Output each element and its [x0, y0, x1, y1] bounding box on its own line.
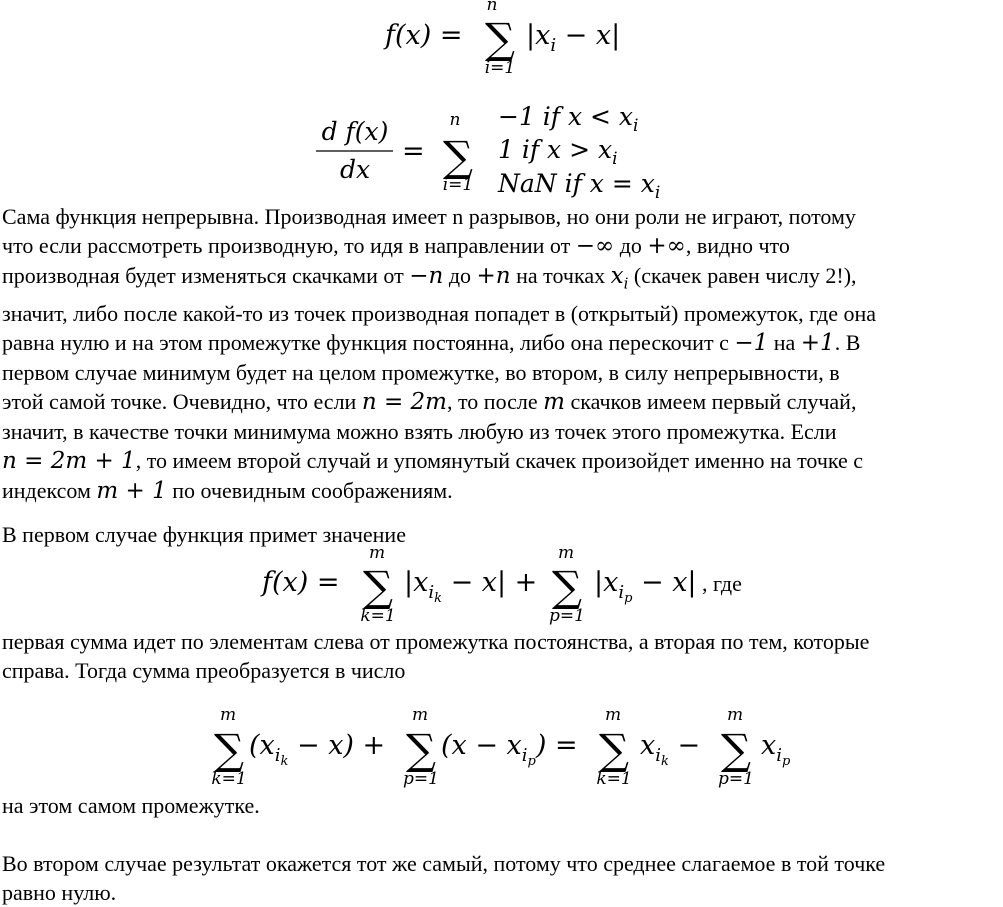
- text-run: . В: [834, 329, 861, 355]
- eq3-sum-sign-1: ∑: [363, 562, 393, 611]
- eq4-lower-limit-1: k=1: [211, 769, 247, 789]
- text-run: до: [614, 233, 648, 258]
- eq4-upper-limit-1: m: [219, 705, 237, 725]
- paragraph-second-case: [2, 849, 1002, 907]
- paragraph-line: равно нулю.: [2, 880, 117, 905]
- eq2-upper-limit: n: [449, 110, 461, 130]
- inline-math: −∞: [575, 233, 615, 259]
- eq4-sum-sign-4: ∑: [721, 725, 751, 774]
- eq2-case-1: −1 if $x < x_i$: [498, 102, 639, 136]
- eq3-sum-sign-2: ∑: [552, 562, 582, 611]
- paragraph-line: [2, 231, 1002, 261]
- eq4-term-4: $x_ip$: [761, 730, 791, 769]
- paragraph-sum-description: [2, 627, 1002, 685]
- paragraph-line: [2, 417, 1002, 446]
- inline-math: m + 1: [96, 477, 167, 504]
- eq2-equals: =: [402, 136, 425, 167]
- eq3-lower-limit-1: k=1: [360, 606, 396, 626]
- eq4-upper-limit-3: m: [604, 705, 622, 725]
- paragraph-on-interval: на этом самом промежутке.: [2, 793, 260, 818]
- eq4-sum-sign-2: ∑: [406, 725, 436, 774]
- text-run: Сама функция непрерывна. Производная имеет n разрывов, но они роли не играют, потому: [2, 204, 856, 229]
- text-run: значит, в качестве точки минимума можно взять любую из точек этого промежутка. Если: [2, 418, 837, 444]
- text-run: , то имеем второй случай и упомянутый скачек произойдет именно на точке с: [135, 447, 864, 473]
- text-run: что если рассмотреть производную, то идя в направлении от: [2, 233, 576, 258]
- eq4-term-2: $(x - x_ip)$ =: [441, 730, 578, 769]
- eq2-denominator: dx: [339, 155, 371, 184]
- text-run: этой самой точке. Очевидно, что если: [2, 388, 362, 414]
- paragraph-line: [2, 476, 1002, 506]
- equation-sum-transform: [0, 700, 1003, 795]
- eq3-upper-limit-1: m: [368, 543, 386, 563]
- inline-math: +1: [800, 329, 835, 356]
- eq1-lower-limit: i=1: [484, 58, 516, 78]
- paragraph-line: [2, 446, 1002, 476]
- paragraph-line: [2, 387, 1002, 417]
- paragraph-line: [2, 261, 1002, 299]
- eq4-term-3: $x_ik$ −: [640, 730, 701, 769]
- eq4-lower-limit-4: p=1: [718, 769, 754, 789]
- text-run: значит, либо после какой-то из точек производная попадет в (открытый) промежуток, где она: [2, 300, 877, 326]
- paragraph-line: Во втором случае результат окажется тот же самый, потому что среднее слагаемое в той точке: [2, 851, 886, 876]
- text-run: до: [443, 263, 477, 288]
- text-run: индексом: [2, 477, 97, 503]
- paragraph-line: [2, 299, 1002, 328]
- eq2-sum-sign: ∑: [443, 132, 473, 181]
- text-run: на точках: [510, 263, 611, 288]
- text-run: равна нулю и на этом промежутке функция постоянна, либо она перескочит с: [2, 329, 735, 355]
- text-run: (скачек равен числу 2!),: [628, 263, 857, 288]
- equation-split-sum: [0, 540, 1003, 630]
- eq4-sum-sign-3: ∑: [599, 725, 629, 774]
- eq3-lower-limit-2: p=1: [549, 606, 585, 626]
- eq2-case-3: NaN if $x = x_i$: [498, 169, 661, 203]
- inline-math: +∞: [647, 233, 686, 259]
- eq4-term-1: $(x_ik - x)$ +: [249, 730, 386, 769]
- eq1-term: $|x_i - x|$: [526, 20, 621, 56]
- text-run: по очевидным соображениям.: [166, 477, 453, 503]
- eq1-lhs: f(x) =: [385, 20, 463, 51]
- equation-derivative: [0, 100, 1003, 205]
- paragraph-first-case: В первом случае функция примет значение: [2, 522, 406, 547]
- eq2-lower-limit: i=1: [442, 175, 474, 195]
- inline-math: m: [543, 388, 565, 415]
- eq4-upper-limit-4: m: [726, 705, 744, 725]
- eq3-term-2: $|x_ip - x|$: [594, 567, 697, 606]
- text-run: , видно что: [685, 233, 790, 258]
- eq4-upper-limit-2: m: [411, 705, 429, 725]
- text-run: скачков имеем первый случай,: [564, 388, 857, 414]
- eq3-upper-limit-2: m: [557, 543, 575, 563]
- inline-math: −n: [409, 263, 444, 289]
- inline-math: −1: [734, 329, 769, 356]
- eq4-lower-limit-2: p=1: [403, 769, 439, 789]
- inline-math: $x_i$: [610, 263, 629, 293]
- paragraph-line: [2, 328, 1002, 358]
- paragraph-explanation: [2, 202, 1002, 506]
- text-run: производная будет изменяться скачками от: [2, 263, 410, 288]
- eq1-sum-sign: ∑: [485, 14, 515, 63]
- inline-math: +n: [476, 263, 511, 289]
- equation-sum-abs: [0, 0, 1003, 80]
- eq4-sum-sign-1: ∑: [214, 725, 244, 774]
- paragraph-line: [2, 358, 1002, 387]
- eq1-upper-limit: n: [486, 0, 498, 15]
- text-run: , то после: [446, 388, 544, 414]
- paragraph-line: [2, 202, 1002, 231]
- eq2-case-2: 1 if $x > x_i$: [498, 135, 618, 169]
- eq3-suffix: , где: [702, 571, 742, 596]
- eq4-lower-limit-3: k=1: [596, 769, 632, 789]
- text-run: на: [768, 329, 801, 355]
- paragraph-line: справа. Тогда сумма преобразуется в число: [2, 658, 406, 683]
- inline-math: n = 2m: [361, 388, 447, 415]
- eq2-numerator: d f(x): [321, 117, 389, 146]
- paragraph-line: первая сумма идет по элементам слева от промежутка постоянства, а вторая по тем, которые: [2, 629, 870, 654]
- eq3-lhs: f(x) =: [262, 567, 340, 598]
- inline-math: n = 2m + 1: [2, 447, 136, 474]
- text-run: первом случае минимум будет на целом промежутке, во втором, в силу непрерывности, в: [2, 359, 840, 385]
- eq3-term-1: $|x_ik - x|$ +: [404, 567, 538, 606]
